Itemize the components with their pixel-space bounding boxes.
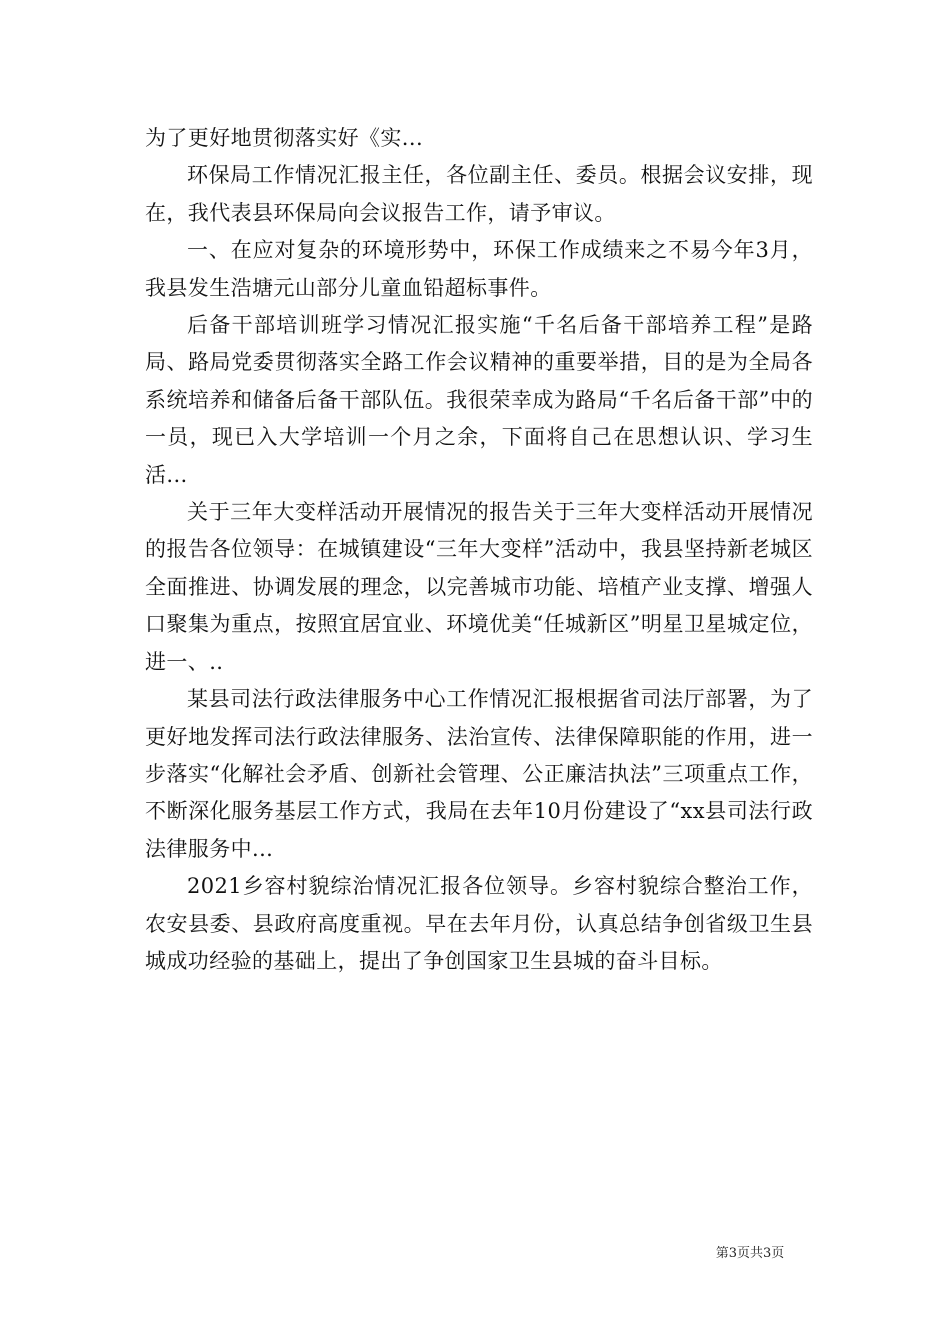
paragraph: 一、在应对复杂的环境形势中，环保工作成绩来之不易今年3月，我县发生浩塘元山部分儿童血铅超标事件。	[145, 238, 813, 300]
page-number-footer: 第3页共3页	[715, 1246, 785, 1261]
paragraph: 某县司法行政法律服务中心工作情况汇报根据省司法厅部署，为了更好地发挥司法行政法律服务、法治宣传、法律保障职能的作用，进一步落实“化解社会矛盾、创新社会管理、公正廉洁执法”三项重点工作，不断深化服务基层工作方式，我局在去年10月份建设了“xx县司法行政法律服务中...	[145, 687, 813, 861]
paragraph: 后备干部培训班学习情况汇报实施“千名后备干部培养工程”是路局、路局党委贯彻落实全路工作会议精神的重要举措，目的是为全局各系统培养和储备后备干部队伍。我很荣幸成为路局“千名后备干部”中的一员，现已入大学培训一个月之余，下面将自己在思想认识、学习生活...	[145, 313, 813, 487]
paragraph: 关于三年大变样活动开展情况的报告关于三年大变样活动开展情况的报告各位领导：在城镇建设“三年大变样”活动中，我县坚持新老城区全面推进、协调发展的理念，以完善城市功能、培植产业支撑、增强人口聚集为重点，按照宜居宜业、环境优美“任城新区”明星卫星城定位，进一、..	[145, 500, 813, 674]
paragraph: 2021乡容村貌综治情况汇报各位领导。乡容村貌综合整治工作，农安县委、县政府高度重视。早在去年月份，认真总结争创省级卫生县城成功经验的基础上，提出了争创国家卫生县城的奋斗目标。	[145, 874, 813, 973]
document-body	[145, 120, 813, 980]
paragraph: 环保局工作情况汇报主任，各位副主任、委员。根据会议安排，现在，我代表县环保局向会议报告工作，请予审议。	[145, 163, 813, 225]
paragraph: 为了更好地贯彻落实好《实...	[145, 126, 424, 150]
